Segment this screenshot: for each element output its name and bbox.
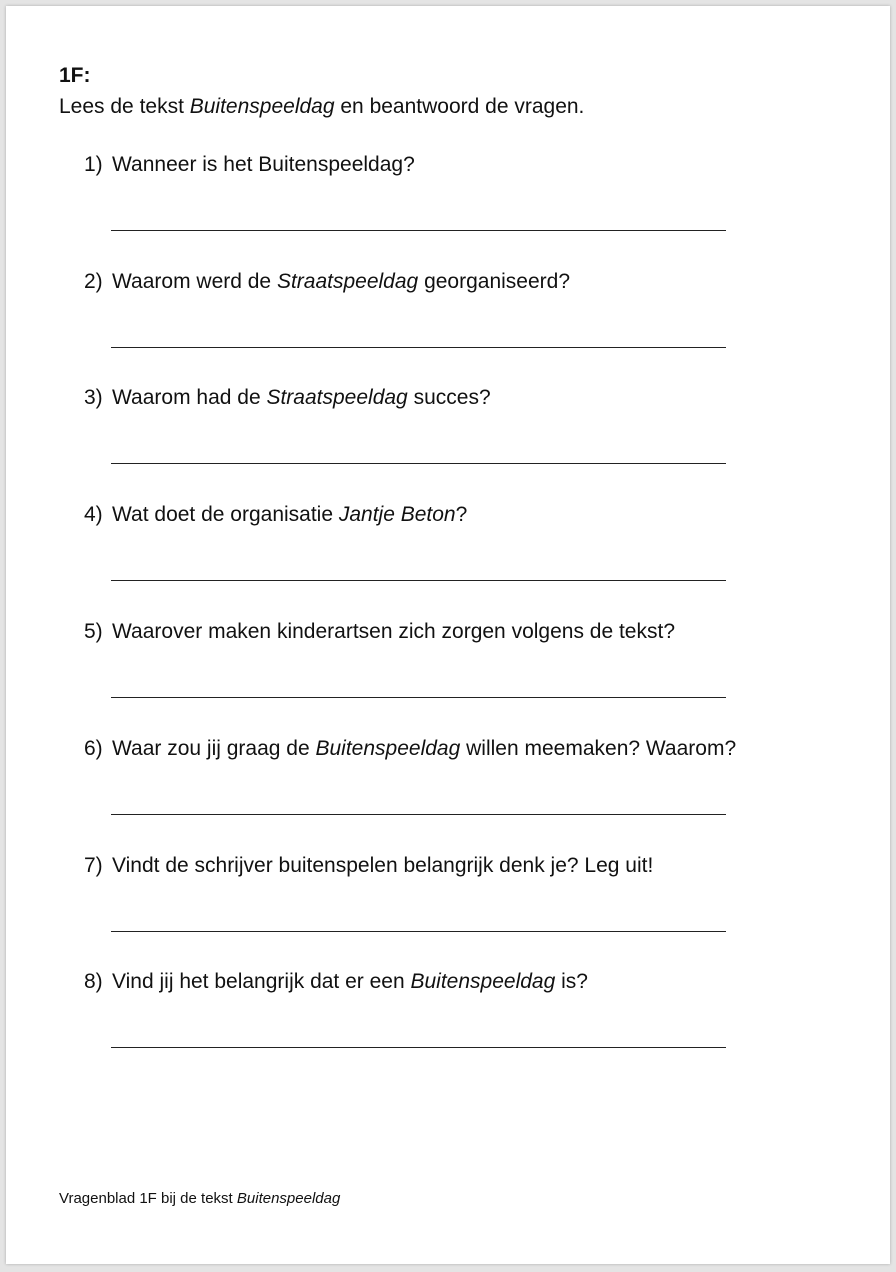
question-number: 2) <box>84 270 103 293</box>
question-text-italic: Buitenspeeldag <box>410 970 556 993</box>
answer-line-7[interactable] <box>111 931 726 932</box>
instruction-text <box>59 95 584 119</box>
question-text: Wanneer is het Buitenspeeldag? <box>112 153 415 176</box>
question-text: Wat doet de organisatie <box>112 503 339 526</box>
question-4 <box>84 503 467 527</box>
question-text: ? <box>455 503 468 526</box>
answer-line-5[interactable] <box>111 697 726 698</box>
question-text: willen meemaken? Waarom? <box>460 737 737 760</box>
answer-line-4[interactable] <box>111 580 726 581</box>
question-text: Vindt de schrijver buitenspelen belangrijk denk je? Leg uit! <box>112 854 654 877</box>
question-5 <box>84 620 675 644</box>
worksheet-page <box>6 6 890 1264</box>
answer-line-6[interactable] <box>111 814 726 815</box>
question-text: Waarom had de <box>112 386 267 409</box>
footer-text: Vragenblad 1F bij de tekst <box>59 1190 237 1207</box>
question-number: 1) <box>84 153 103 176</box>
answer-line-8[interactable] <box>111 1047 726 1048</box>
answer-line-1[interactable] <box>111 230 726 231</box>
question-text: Vind jij het belangrijk dat er een <box>112 970 411 993</box>
instruction-text-part: Lees de tekst <box>59 95 190 118</box>
page-footer <box>59 1190 340 1207</box>
question-number: 7) <box>84 854 103 877</box>
question-number: 3) <box>84 386 103 409</box>
answer-line-2[interactable] <box>111 347 726 348</box>
instruction-text-part: en beantwoord de vragen. <box>334 95 585 118</box>
question-text: Waarom werd de <box>112 270 277 293</box>
page-heading: 1F: <box>59 64 91 87</box>
question-text: Waar zou jij graag de <box>112 737 316 760</box>
question-7 <box>84 854 653 878</box>
question-6 <box>84 737 736 761</box>
answer-line-3[interactable] <box>111 463 726 464</box>
question-text-italic: Jantje Beton <box>338 503 456 526</box>
question-text: is? <box>555 970 588 993</box>
question-text: Waarover maken kinderartsen zich zorgen volgens de tekst? <box>112 620 676 643</box>
question-8 <box>84 970 588 994</box>
question-text-italic: Straatspeeldag <box>276 270 419 293</box>
question-number: 6) <box>84 737 103 760</box>
question-text: succes? <box>407 386 491 409</box>
question-text: georganiseerd? <box>418 270 571 293</box>
question-text-italic: Buitenspeeldag <box>315 737 461 760</box>
question-2 <box>84 270 570 294</box>
question-3 <box>84 386 491 410</box>
footer-title: Buitenspeeldag <box>236 1190 341 1207</box>
question-1 <box>84 153 415 177</box>
question-number: 4) <box>84 503 103 526</box>
instruction-text-title: Buitenspeeldag <box>189 95 335 118</box>
question-text-italic: Straatspeeldag <box>266 386 408 409</box>
question-number: 8) <box>84 970 103 993</box>
question-number: 5) <box>84 620 103 643</box>
